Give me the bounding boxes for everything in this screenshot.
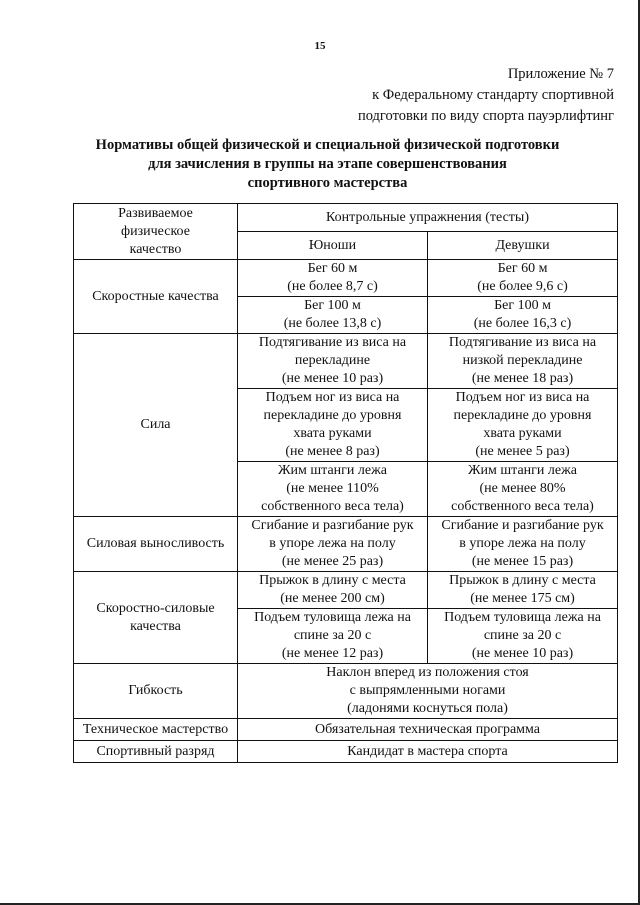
- cell-line: (не менее 110%: [286, 481, 379, 496]
- quality-speed-cell: Скоростные качества: [74, 260, 238, 334]
- quality-endurance-cell: Силовая выносливость: [74, 517, 238, 572]
- norms-table: [73, 203, 618, 763]
- cell-line: хвата руками: [483, 426, 562, 441]
- cell-line: Подъем ног из виса на: [265, 390, 400, 405]
- cell-line: (не менее 25 раз): [281, 554, 384, 569]
- girls-test-cell: [428, 297, 618, 334]
- cell-line: перекладине: [294, 353, 371, 368]
- rank-test-cell: Кандидат в мастера спорта: [238, 741, 618, 763]
- cell-line: Бег 60 м: [497, 261, 548, 276]
- cell-line: (не более 8,7 с): [287, 279, 378, 294]
- cell-line: спине за 20 с: [293, 628, 372, 643]
- cell-line: Подтягивание из виса на: [448, 335, 597, 350]
- cell-line: качества: [130, 618, 181, 634]
- header-row-1: [74, 204, 618, 232]
- cell-line: Сгибание и разгибание рук: [251, 518, 414, 533]
- quality-flexibility-cell: Гибкость: [74, 664, 238, 719]
- header-boys-cell: Юноши: [238, 232, 428, 260]
- cell-line: (не более 13,8 с): [283, 316, 382, 331]
- cell-line: Скоростно-силовые: [96, 600, 215, 616]
- cell-line: Подъем туловища лежа на: [254, 610, 411, 625]
- cell-line: Прыжок в длину с места: [259, 573, 406, 588]
- cell-line: Жим штанги лежа: [278, 463, 387, 478]
- header-quality-cell: [74, 204, 238, 260]
- cell-line: Подтягивание из виса на: [258, 335, 407, 350]
- appendix-caption: [358, 64, 614, 127]
- title-line-1: Нормативы общей физической и специальной физической подготовки: [95, 137, 560, 153]
- cell-line: Прыжок в длину с места: [449, 573, 596, 588]
- quality-rank-cell: Спортивный разряд: [74, 741, 238, 763]
- girls-test-cell: [428, 572, 618, 609]
- cell-line: Наклон вперед из положения стоя: [326, 665, 529, 680]
- header-girls-cell: Девушки: [428, 232, 618, 260]
- cell-line: (не менее 8 раз): [285, 444, 380, 459]
- cell-line: (ладонями коснуться пола): [347, 701, 508, 716]
- cell-line: Бег 100 м: [304, 298, 361, 313]
- cell-line: перекладине до уровня: [453, 408, 592, 423]
- quality-technique-cell: Техническое мастерство: [74, 719, 238, 741]
- cell-line: Сгибание и разгибание рук: [441, 518, 604, 533]
- cell-line: (не менее 80%: [479, 481, 566, 496]
- table-row: [74, 719, 618, 741]
- boys-test-cell: [238, 334, 428, 389]
- quality-speed-strength-cell: [74, 572, 238, 664]
- flexibility-test-cell: [238, 664, 618, 719]
- cell-line: Жим штанги лежа: [468, 463, 577, 478]
- boys-test-cell: [238, 572, 428, 609]
- boys-test-cell: [238, 260, 428, 297]
- girls-test-cell: [428, 334, 618, 389]
- appendix-line-1: Приложение № 7: [507, 66, 614, 82]
- cell-line: собственного веса тела): [451, 499, 594, 514]
- girls-test-cell: [428, 462, 618, 517]
- table-row: [74, 517, 618, 572]
- appendix-line-2: к Федеральному стандарту спортивной: [372, 87, 614, 103]
- cell-line: Подъем ног из виса на: [455, 390, 590, 405]
- title-line-3: спортивного мастерства: [247, 175, 408, 191]
- cell-line: (не менее 200 см): [280, 591, 385, 606]
- boys-test-cell: [238, 517, 428, 572]
- header-quality-line: Развиваемое: [118, 205, 193, 221]
- table-row: [74, 260, 618, 297]
- cell-line: (не более 16,3 с): [473, 316, 572, 331]
- cell-line: в упоре лежа на полу: [269, 536, 396, 551]
- document-title: [60, 136, 595, 193]
- table-row: [74, 664, 618, 719]
- cell-line: (не менее 12 раз): [281, 646, 384, 661]
- cell-line: (не более 9,6 с): [477, 279, 568, 294]
- girls-test-cell: [428, 389, 618, 462]
- table-row: [74, 572, 618, 609]
- cell-line: (не менее 10 раз): [471, 646, 574, 661]
- cell-line: (не менее 175 см): [470, 591, 575, 606]
- cell-line: хвата руками: [293, 426, 372, 441]
- girls-test-cell: [428, 517, 618, 572]
- boys-test-cell: [238, 462, 428, 517]
- cell-line: Бег 60 м: [307, 261, 358, 276]
- technique-test-cell: Обязательная техническая программа: [238, 719, 618, 741]
- cell-line: (не менее 10 раз): [281, 371, 384, 386]
- boys-test-cell: [238, 609, 428, 664]
- cell-line: собственного веса тела): [261, 499, 404, 514]
- table-row: [74, 741, 618, 763]
- boys-test-cell: [238, 297, 428, 334]
- page-number: 15: [314, 40, 326, 52]
- header-quality-line: качество: [129, 241, 182, 257]
- girls-test-cell: [428, 609, 618, 664]
- cell-line: (не менее 18 раз): [471, 371, 574, 386]
- girls-test-cell: [428, 260, 618, 297]
- cell-line: спине за 20 с: [483, 628, 562, 643]
- quality-strength-cell: Сила: [74, 334, 238, 517]
- boys-test-cell: [238, 389, 428, 462]
- cell-line: перекладине до уровня: [263, 408, 402, 423]
- cell-line: Подъем туловища лежа на: [444, 610, 601, 625]
- table-row: [74, 334, 618, 389]
- cell-line: Бег 100 м: [494, 298, 551, 313]
- cell-line: низкой перекладине: [462, 353, 583, 368]
- cell-line: с выпрямленными ногами: [349, 683, 506, 698]
- title-line-2: для зачисления в группы на этапе совершенствования: [148, 156, 507, 172]
- cell-line: (не менее 5 раз): [475, 444, 570, 459]
- header-quality-line: физическое: [121, 223, 190, 239]
- cell-line: (не менее 15 раз): [471, 554, 574, 569]
- header-tests-cell: Контрольные упражнения (тесты): [238, 204, 618, 232]
- appendix-line-3: подготовки по виду спорта пауэрлифтинг: [357, 108, 614, 124]
- cell-line: в упоре лежа на полу: [459, 536, 586, 551]
